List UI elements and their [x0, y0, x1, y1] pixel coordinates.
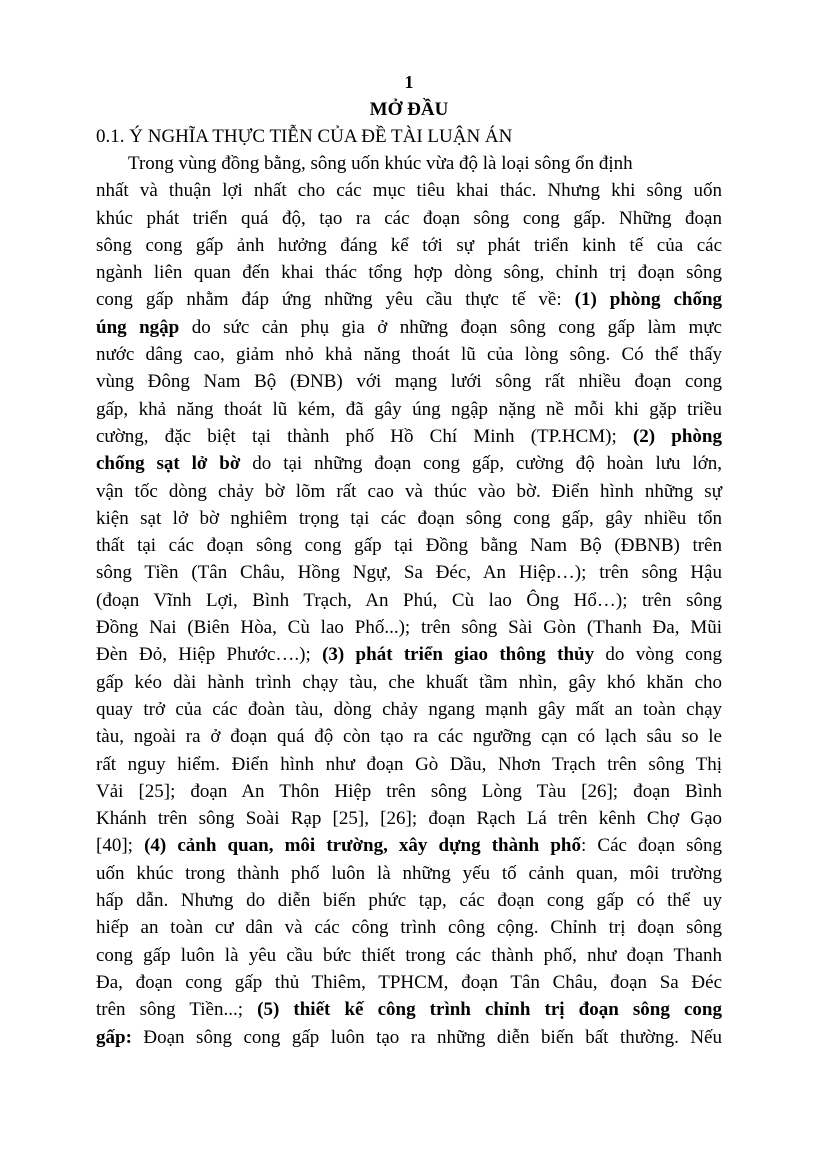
- text-line: [96, 259, 722, 286]
- text-segment: do tại những đoạn cong gấp, cường độ hoàn lưu lớn,: [240, 453, 723, 475]
- text-line: [96, 505, 722, 532]
- bold-text-segment: gấp:: [96, 1026, 132, 1048]
- text-line: [96, 341, 722, 368]
- text-line: [96, 150, 722, 177]
- text-segment: [40];: [96, 835, 145, 857]
- text-segment: vận tốc dòng chảy bờ lõm rất cao và thúc vào bờ. Điển hình những sự: [96, 480, 722, 502]
- text-segment: kiện sạt lở bờ nghiêm trọng tại các đoạn sông cong gấp, gây nhiều tổn: [96, 507, 722, 529]
- text-line: [96, 860, 722, 887]
- page-title: MỞ ĐẦU: [369, 99, 449, 120]
- text-line: [96, 532, 722, 559]
- text-segment: hấp dẫn. Nhưng do diễn biến phức tạp, các đoạn cong gấp có thể uy: [96, 890, 722, 912]
- bold-text-segment: (5) thiết kế công trình chỉnh trị đoạn sông cong: [257, 999, 722, 1021]
- text-segment: trên sông Tiền...;: [96, 999, 258, 1021]
- text-line: [96, 805, 722, 832]
- text-segment: ngành liên quan đến khai thác tổng hợp dòng sông, chỉnh trị đoạn sông: [96, 262, 722, 284]
- text-line: [96, 232, 722, 259]
- text-segment: Đa, đoạn cong gấp thủ Thiêm, TPHCM, đoạn Tân Châu, đoạn Sa Đéc: [96, 971, 722, 993]
- text-line: [96, 587, 722, 614]
- text-segment: Trong vùng đồng bằng, sông uốn khúc vừa độ là loại sông ổn định: [128, 153, 633, 174]
- body-paragraph: [96, 150, 722, 1051]
- text-segment: Đồng Nai (Biên Hòa, Cù lao Phố...); trên sông Sài Gòn (Thanh Đa, Mũi: [96, 617, 722, 639]
- text-line: [96, 696, 722, 723]
- text-segment: hiếp an toàn cư dân và các công trình công cộng. Chỉnh trị đoạn sông: [96, 917, 722, 939]
- text-line: [96, 942, 722, 969]
- text-segment: khúc phát triển quá độ, tạo ra các đoạn sông cong gấp. Những đoạn: [96, 207, 722, 229]
- text-line: [96, 559, 722, 586]
- text-segment: gấp, khả năng thoát lũ kém, đã gây úng ngập nặng nề mỗi khi gặp triều: [96, 398, 722, 420]
- text-segment: : Các đoạn sông: [581, 835, 723, 857]
- bold-text-segment: úng ngập: [96, 316, 180, 338]
- text-segment: thất tại các đoạn sông cong gấp tại Đồng bằng Nam Bộ (ĐBNB) trên: [96, 535, 722, 557]
- text-line: [96, 396, 722, 423]
- text-segment: sông cong gấp ảnh hưởng đáng kể tới sự phát triển kinh tế của các: [96, 234, 722, 256]
- text-segment: nhất và thuận lợi nhất cho các mục tiêu khai thác. Nhưng khi sông uốn: [96, 180, 722, 202]
- text-line: [96, 205, 722, 232]
- text-line: [96, 450, 722, 477]
- text-line: [96, 969, 722, 996]
- text-line: [96, 914, 722, 941]
- text-line: [96, 177, 722, 204]
- bold-text-segment: (4) cảnh quan, môi trường, xây dựng thành phố: [144, 835, 581, 857]
- text-line: [96, 478, 722, 505]
- text-segment: do vòng cong: [594, 644, 722, 666]
- section-heading: 0.1. Ý NGHĨA THỰC TIỄN CỦA ĐỀ TÀI LUẬN ÁN: [96, 126, 513, 147]
- text-segment: gấp kéo dài hành trình chạy tàu, che khuất tầm nhìn, gây khó khăn cho: [96, 671, 722, 693]
- text-line: [96, 996, 722, 1023]
- text-segment: tàu, ngoài ra ở đoạn quá độ còn tạo ra các ngưỡng cạn có lạch sâu so le: [96, 726, 722, 748]
- text-line: [96, 423, 722, 450]
- bold-text-segment: chống sạt lở bờ: [96, 453, 241, 475]
- page-number: 1: [404, 72, 414, 92]
- text-line: [96, 887, 722, 914]
- text-segment: quay trở của các đoàn tàu, dòng chảy ngang mạnh gây mất an toàn chạy: [96, 698, 722, 720]
- text-line: [96, 1024, 722, 1051]
- bold-text-segment: (2) phòng: [632, 425, 722, 447]
- text-segment: Vải [25]; đoạn An Thôn Hiệp trên sông Lòng Tàu [26]; đoạn Bình: [96, 780, 722, 802]
- text-segment: Đèn Đỏ, Hiệp Phước….);: [96, 644, 323, 666]
- text-segment: vùng Đông Nam Bộ (ĐNB) với mạng lưới sông rất nhiều đoạn cong: [96, 371, 722, 393]
- text-segment: cường, đặc biệt tại thành phố Hồ Chí Minh (TP.HCM);: [96, 425, 633, 447]
- text-segment: Đoạn sông cong gấp luôn tạo ra những diễn biến bất thường. Nếu: [131, 1026, 722, 1048]
- text-line: [96, 751, 722, 778]
- text-segment: cong gấp luôn là yêu cầu bức thiết trong các thành phố, như đoạn Thanh: [96, 944, 722, 966]
- text-line: [96, 832, 722, 859]
- text-line: [96, 723, 722, 750]
- text-line: [96, 286, 722, 313]
- text-line: [96, 614, 722, 641]
- text-segment: uốn khúc trong thành phố luôn là những yếu tố cảnh quan, môi trường: [96, 862, 722, 884]
- text-line: [96, 314, 722, 341]
- text-line: [96, 669, 722, 696]
- text-segment: cong gấp nhằm đáp ứng những yêu cầu thực tế về:: [96, 289, 575, 311]
- text-line: [96, 641, 722, 668]
- text-segment: sông Tiền (Tân Châu, Hồng Ngự, Sa Đéc, An Hiệp…); trên sông Hậu: [96, 562, 722, 584]
- text-segment: Khánh trên sông Soài Rạp [25], [26]; đoạn Rạch Lá trên kênh Chợ Gạo: [96, 808, 722, 830]
- text-segment: do sức cản phụ gia ở những đoạn sông cong gấp làm mực: [179, 316, 722, 338]
- text-segment: (đoạn Vĩnh Lợi, Bình Trạch, An Phú, Cù lao Ông Hổ…); trên sông: [96, 589, 722, 611]
- bold-text-segment: (1) phòng chống: [574, 289, 723, 311]
- bold-text-segment: (3) phát triển giao thông thủy: [322, 644, 595, 666]
- text-segment: rất nguy hiểm. Điển hình như đoạn Gò Dầu, Nhơn Trạch trên sông Thị: [96, 753, 722, 775]
- text-segment: nước dâng cao, giảm nhỏ khả năng thoát lũ của lòng sông. Có thể thấy: [96, 344, 722, 366]
- text-line: [96, 368, 722, 395]
- text-line: [96, 778, 722, 805]
